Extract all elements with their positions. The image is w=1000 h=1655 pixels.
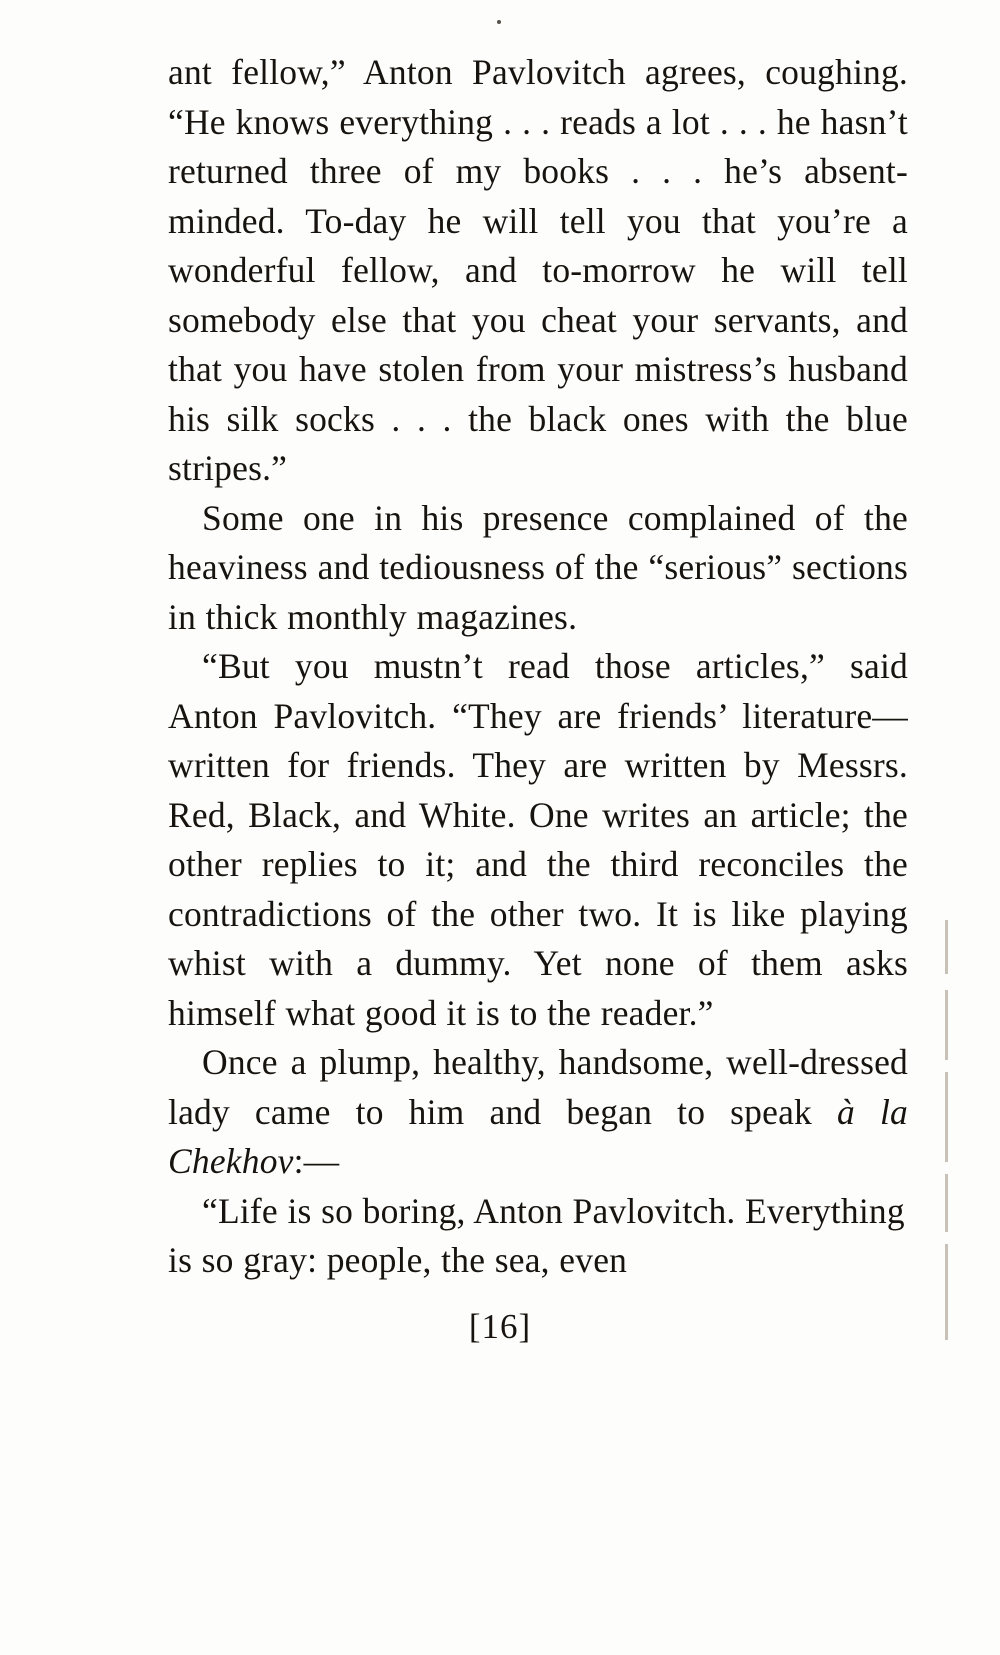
page-edge-marks [943,920,948,1340]
paragraph-4 [168,1038,908,1187]
ink-speck-icon [497,20,501,24]
edge-mark [945,1244,948,1340]
paragraph-5: “Life is so boring, Anton Pavlovitch. Everything is so gray: people, the sea, even [168,1190,905,1280]
edge-mark [945,1174,948,1232]
paragraph-2: Some one in his presence complained of the heaviness and tediousness of the “serious” sections in thick monthly magazines. [168,497,908,637]
paragraph-4-italic-phrase: à la Chekhov [168,1091,908,1181]
paragraph-3: “But you mustn’t read those articles,” said Anton Pavlovitch. “They are friends’ literature—written for friends. They are written by Messrs. Red, Black, and White. One writes an article; the other replies to it; and the third reconciles the contradictions of the other two. It is like playing whist with a dummy. Yet none of them asks himself what good it is to the reader.” [168,646,908,1033]
edge-mark [945,920,948,974]
page-text-block [168,48,908,1286]
edge-mark [945,990,948,1060]
paragraph-4-text-before: Once a plump, healthy, handsome, well-dressed lady came to him and began to speak [168,1042,908,1132]
paragraph-4-text-after: :— [293,1141,340,1181]
page-number: [16] [468,1307,532,1346]
paragraph-1: ant fellow,” Anton Pavlovitch agrees, coughing. “He knows everything . . . reads a lot . . . he hasn’t returned three of my books . . . he’s absent-minded. To-day he will tell you that you’re a wonderful fellow, and to-morrow he will tell somebody else that you cheat your servants, and that you have stolen from your mistress’s husband his silk socks . . . the black ones with the blue stripes.” [168,52,908,488]
edge-mark [945,1072,948,1162]
